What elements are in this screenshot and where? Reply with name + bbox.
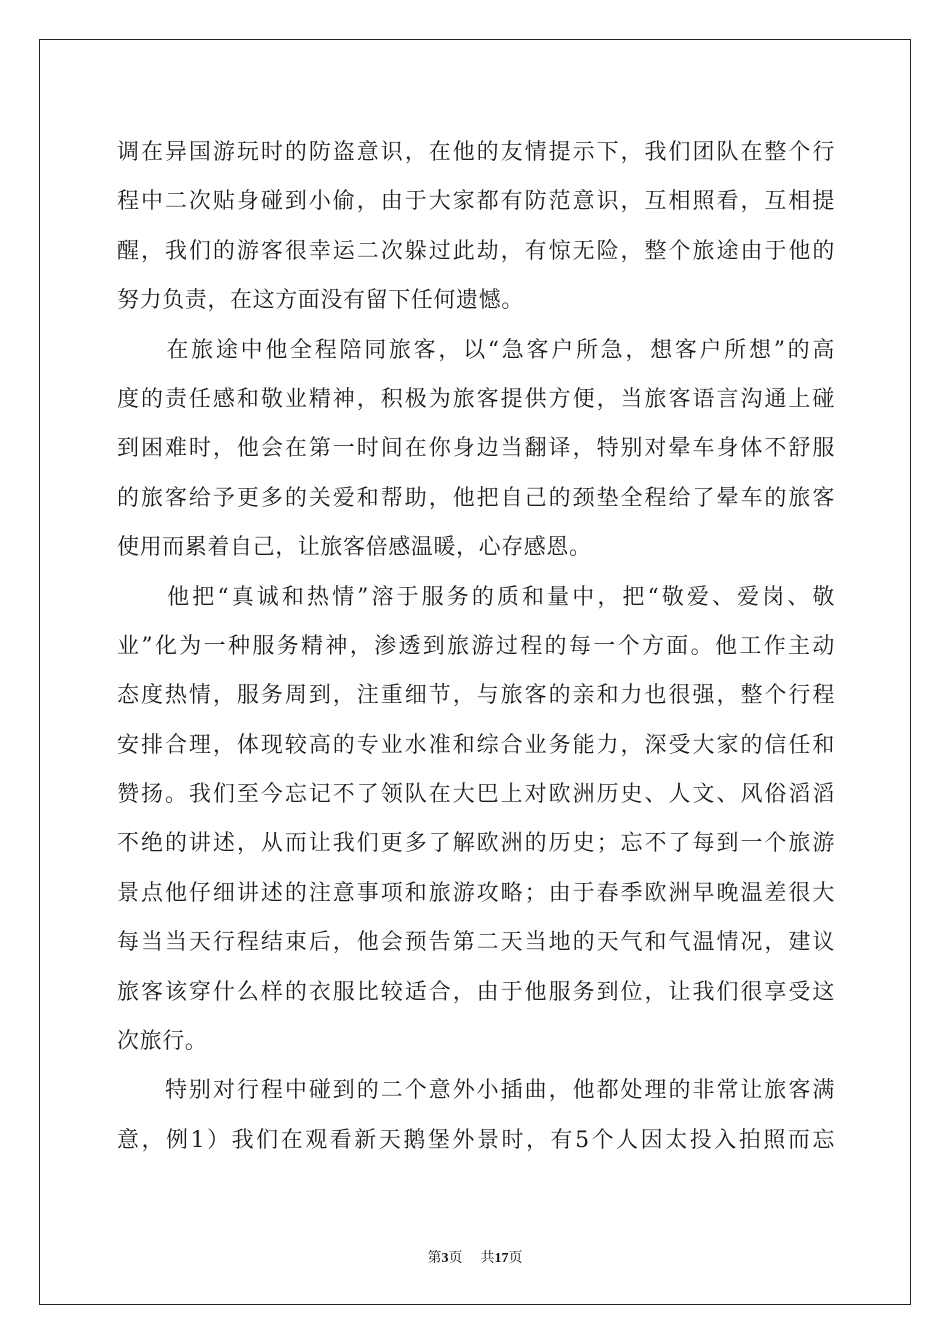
text-line: 他把“真诚和热情”溶于服务的质和量中，把“敬爱、爱岗、敬 <box>117 584 835 610</box>
text-line: 安排合理，体现较高的专业水准和综合业务能力，深受大家的信任和 <box>117 732 835 758</box>
text-line: 旅客该穿什么样的衣服比较适合，由于他服务到位，让我们很享受这 <box>117 979 835 1005</box>
text-line: 调在异国游玩时的防盗意识，在他的友情提示下，我们团队在整个行 <box>117 140 835 165</box>
text-line: 醒，我们的游客很幸运二次躲过此劫，有惊无险，整个旅途由于他的 <box>117 238 835 264</box>
text-line: 的旅客给予更多的关爱和帮助，他把自己的颈垫全程给了晕车的旅客 <box>117 485 835 511</box>
document-body <box>117 128 835 1165</box>
text-line: 度的责任感和敬业精神，积极为旅客提供方便，当旅客语言沟通上碰 <box>117 386 835 412</box>
text-line: 在旅途中他全程陪同旅客，以“急客户所急，想客户所想”的高 <box>117 337 835 363</box>
page-number: 第3页 <box>427 1251 463 1266</box>
text-line: 使用而累着自己，让旅客倍感温暖，心存感恩。 <box>117 535 592 561</box>
text-line: 不绝的讲述，从而让我们更多了解欧洲的历史；忘不了每到一个旅游 <box>117 831 835 857</box>
text-line: 态度热情，服务周到，注重细节，与旅客的亲和力也很强，整个行程 <box>117 683 835 709</box>
page-total: 共17页 <box>480 1251 523 1266</box>
text-line: 意，例1）我们在观看新天鹅堡外景时，有5个人因太投入拍照而忘 <box>117 1127 835 1153</box>
text-line: 赞扬。我们至今忘记不了领队在大巴上对欧洲历史、人文、风俗滔滔 <box>117 782 835 808</box>
text-line: 每当当天行程结束后，他会预告第二天当地的天气和气温情况，建议 <box>117 930 835 956</box>
text-line: 程中二次贴身碰到小偷，由于大家都有防范意识，互相照看，互相提 <box>117 189 835 215</box>
text-line: 景点他仔细讲述的注意事项和旅游攻略；由于春季欧洲早晚温差很大 <box>117 880 835 906</box>
text-line: 到困难时，他会在第一时间在你身边当翻译，特别对晕车身体不舒服 <box>117 436 835 462</box>
text-line: 次旅行。 <box>117 1029 208 1055</box>
text-line: 特别对行程中碰到的二个意外小插曲，他都处理的非常让旅客满 <box>117 1078 835 1104</box>
text-line: 努力负责，在这方面没有留下任何遗憾。 <box>117 288 524 314</box>
text-line: 业”化为一种服务精神，渗透到旅游过程的每一个方面。他工作主动 <box>117 633 835 659</box>
page-footer <box>0 1247 950 1267</box>
